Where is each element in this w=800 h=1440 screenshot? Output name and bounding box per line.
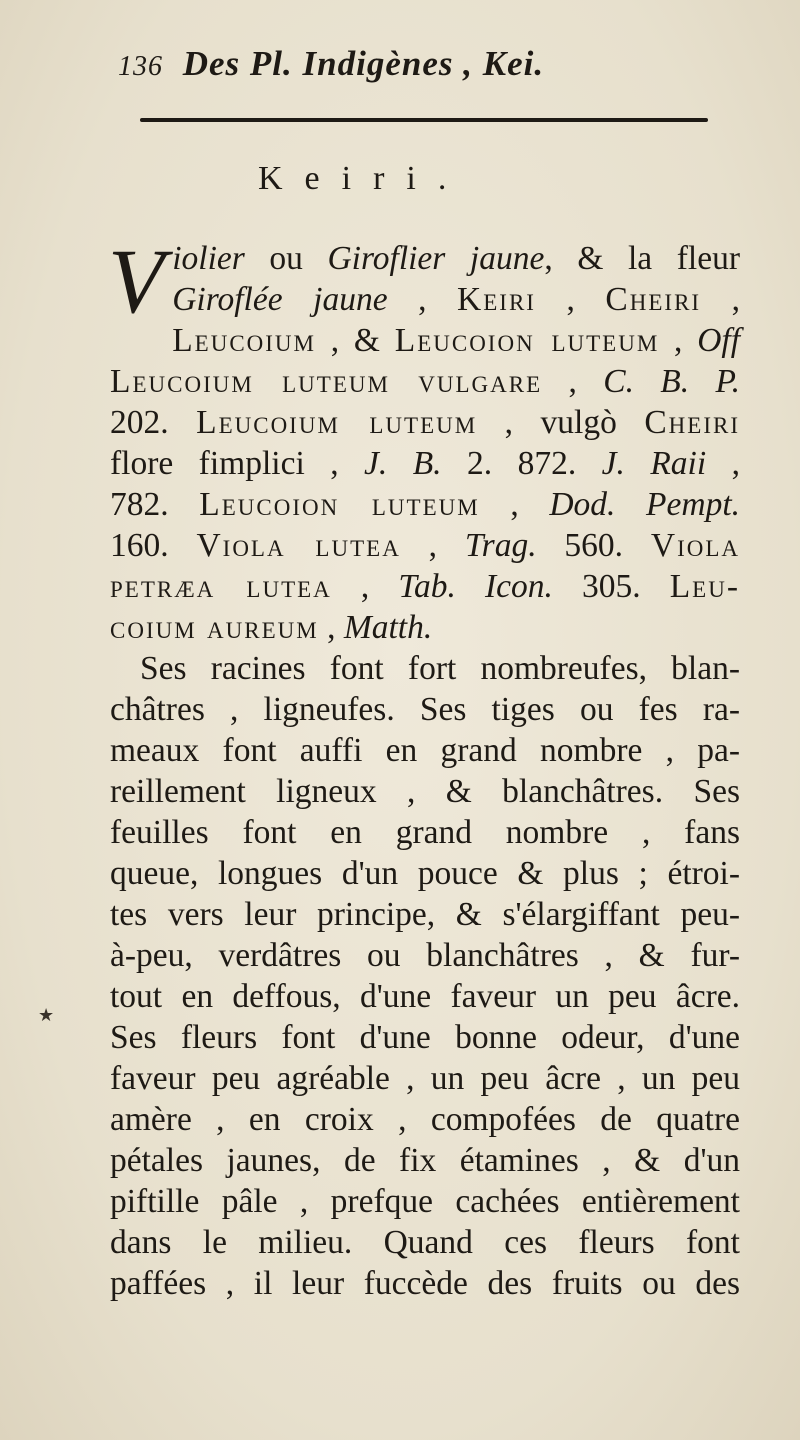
text-line bbox=[110, 1058, 740, 1099]
text-segment: Ses racines font fort nombreufes, blan- bbox=[140, 650, 740, 687]
text-segment: 2. 872. bbox=[441, 445, 602, 482]
text-segment: J. Raii bbox=[601, 445, 707, 482]
text-segment: amère , en croix , compofées de quatre bbox=[110, 1101, 740, 1138]
text-line bbox=[110, 1140, 740, 1181]
text-segment: à-peu, verdâtres ou blanchâtres , & fur- bbox=[110, 937, 740, 974]
text-segment: petræa lutea bbox=[110, 568, 332, 605]
text-segment: tout en deffous, d'une faveur un peu âcre. bbox=[110, 978, 740, 1015]
text-line bbox=[110, 1099, 740, 1140]
text-segment: piftille pâle , prefque cachées entièrement bbox=[110, 1183, 740, 1220]
text-segment: Leucoium luteum vulgare bbox=[110, 363, 543, 400]
text-line bbox=[110, 648, 740, 689]
text-segment: Off bbox=[697, 322, 740, 359]
text-segment: dans le milieu. Quand ces fleurs font bbox=[110, 1224, 740, 1261]
text-segment: Ses fleurs font d'une bonne odeur, d'une bbox=[110, 1019, 740, 1056]
text-line bbox=[110, 935, 740, 976]
text-segment: Giroflée jaune bbox=[172, 281, 388, 318]
text-segment: 160. bbox=[110, 527, 197, 564]
text-segment: paffées , il leur fuccède des fruits ou des bbox=[110, 1265, 740, 1302]
text-segment: , bbox=[479, 486, 550, 523]
text-line bbox=[110, 361, 740, 402]
text-segment: 305. bbox=[552, 568, 670, 605]
text-segment: Cheiri bbox=[644, 404, 740, 441]
text-segment: iolier bbox=[172, 240, 245, 277]
text-segment: Leu- bbox=[669, 568, 740, 605]
text-segment: feuilles font en grand nombre , fans bbox=[110, 814, 740, 851]
text-line bbox=[110, 443, 740, 484]
page-number: 136 bbox=[118, 51, 163, 82]
text-segment: reillement ligneux , & blanchâtres. Ses bbox=[110, 773, 740, 810]
text-segment: Leucoion luteum bbox=[199, 486, 480, 523]
section-title: Keiri. bbox=[258, 160, 469, 197]
text-line bbox=[110, 484, 740, 525]
text-segment: flore fimplici , bbox=[110, 445, 365, 482]
text-segment: pétales jaunes, de fix étamines , & d'un bbox=[110, 1142, 740, 1179]
text-line bbox=[110, 812, 740, 853]
text-segment: châtres , ligneufes. Ses tiges ou fes ra- bbox=[110, 691, 740, 728]
text-segment: , & la fleur bbox=[544, 240, 740, 277]
margin-mark-icon: ★ bbox=[38, 1005, 55, 1026]
text-segment: J. B. bbox=[364, 445, 442, 482]
text-line bbox=[110, 771, 740, 812]
text-line bbox=[110, 1263, 740, 1304]
text-segment: faveur peu agréable , un peu âcre , un peu bbox=[110, 1060, 740, 1097]
running-title: Des Pl. Indigènes , Kei. bbox=[182, 44, 545, 83]
text-segment: 560. bbox=[536, 527, 651, 564]
text-segment: Leucoium luteum bbox=[196, 404, 478, 441]
text-segment: Viola bbox=[650, 527, 741, 564]
text-segment: tes vers leur principe, & s'élargiffant peu- bbox=[110, 896, 740, 933]
text-segment: Viola lutea bbox=[196, 527, 401, 564]
text-line bbox=[110, 853, 740, 894]
text-segment: , bbox=[318, 609, 344, 646]
text-segment: Giroflier jaune bbox=[327, 240, 545, 277]
text-segment: , bbox=[535, 281, 606, 318]
text-line bbox=[110, 894, 740, 935]
text-segment: queue, longues d'un pouce & plus ; étroi- bbox=[110, 855, 740, 892]
text-segment: , bbox=[701, 281, 741, 318]
text-line bbox=[110, 566, 740, 607]
text-segment: Trag. bbox=[464, 527, 537, 564]
text-line bbox=[110, 1181, 740, 1222]
text-segment: , bbox=[331, 568, 399, 605]
text-segment: Tab. Icon. bbox=[398, 568, 553, 605]
text-line bbox=[110, 607, 740, 648]
text-line bbox=[110, 976, 740, 1017]
text-line bbox=[110, 730, 740, 771]
text-segment: Leucoion luteum bbox=[394, 322, 660, 359]
body-text bbox=[108, 230, 741, 1304]
text-segment: C. B. P. bbox=[603, 363, 741, 400]
text-segment: 202. bbox=[110, 404, 197, 441]
text-line bbox=[110, 279, 740, 320]
header-rule bbox=[140, 118, 708, 122]
text-segment: , & bbox=[316, 322, 395, 359]
text-segment: , bbox=[542, 363, 604, 400]
text-segment: ou bbox=[244, 240, 328, 277]
text-segment: 782. bbox=[110, 486, 200, 523]
text-line bbox=[110, 525, 740, 566]
text-line bbox=[110, 1017, 740, 1058]
text-segment: coium aureum bbox=[110, 609, 319, 646]
text-line bbox=[110, 689, 740, 730]
text-line bbox=[110, 1222, 740, 1263]
text-segment: Matth. bbox=[343, 609, 433, 646]
drop-cap: V bbox=[108, 230, 165, 332]
text-segment: , bbox=[706, 445, 740, 482]
text-line bbox=[110, 238, 740, 279]
text-segment: Cheiri bbox=[605, 281, 702, 318]
text-line bbox=[110, 320, 740, 361]
text-segment: meaux font auffi en grand nombre , pa- bbox=[110, 732, 740, 769]
running-head bbox=[118, 44, 718, 84]
text-segment: , vulgò bbox=[477, 404, 645, 441]
text-segment: Keiri bbox=[457, 281, 536, 318]
text-line bbox=[110, 402, 740, 443]
text-segment: , bbox=[400, 527, 465, 564]
text-segment: , bbox=[659, 322, 698, 359]
text-segment: Leucoium bbox=[172, 322, 316, 359]
text-segment: Dod. Pempt. bbox=[549, 486, 741, 523]
text-segment: , bbox=[387, 281, 458, 318]
